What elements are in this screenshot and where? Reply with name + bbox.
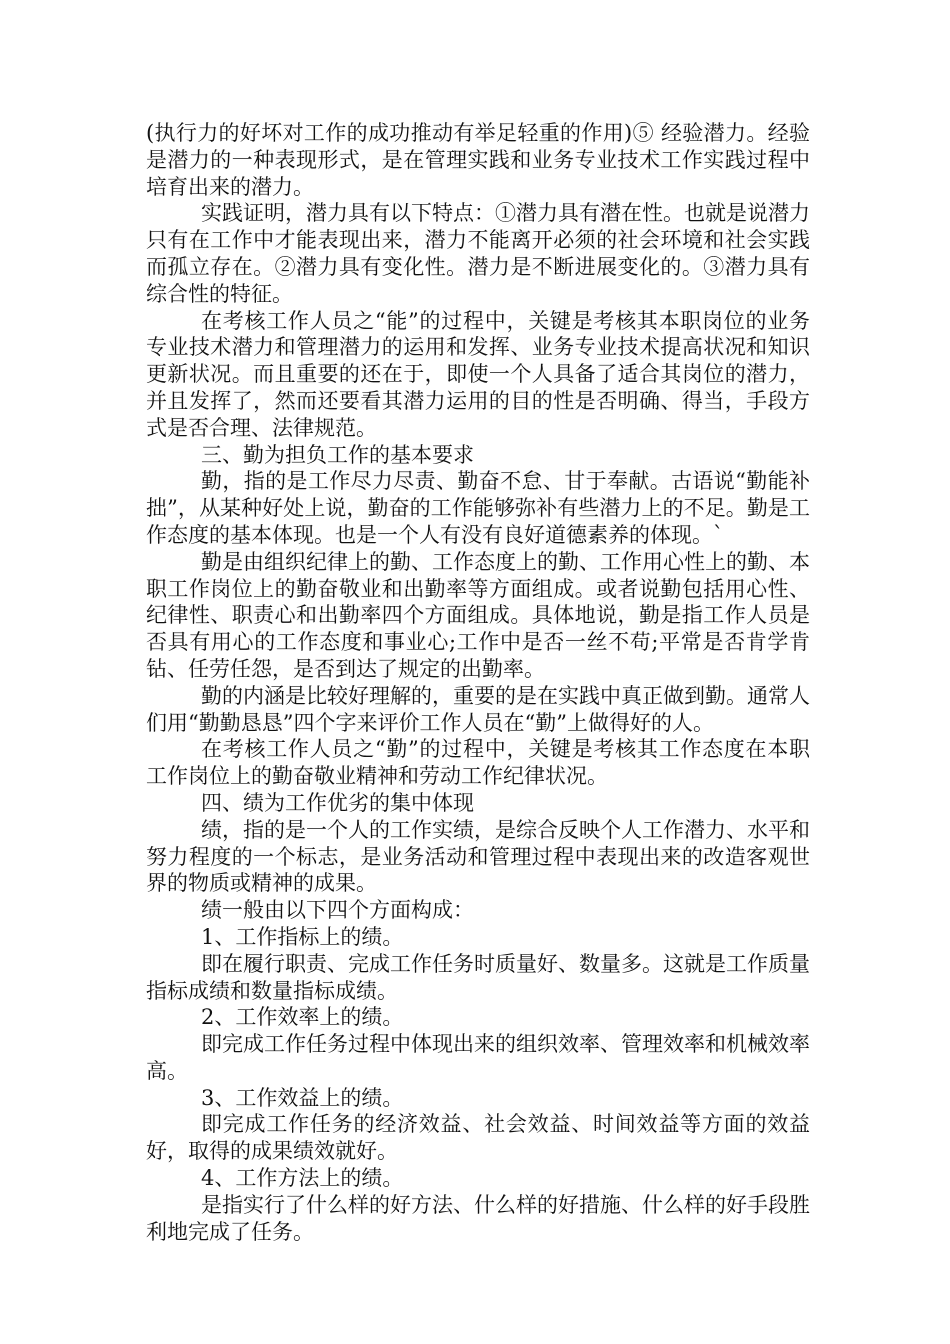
section-heading-diligence: 三、勤为担负工作的基本要求 <box>201 442 474 467</box>
paragraph-performance-intro: 绩一般由以下四个方面构成： <box>201 898 474 923</box>
paragraph-potential-characteristics: 实践证明，潜力具有以下特点：①潜力具有潜在性。也就是说潜力只有在工作中才能表现出来，潜力不能离开必须的社会环境和社会实践而孤立存在。②潜力具有变化性。潜力是不断进展变化的。③潜力具有综合性的特征。 <box>146 201 810 306</box>
list-item-body: 即在履行职责、完成工作任务时质量好、数量多。这就是工作质量指标成绩和数量指标成绩。 <box>146 951 810 1003</box>
paragraph-diligence-assessment: 在考核工作人员之“勤”的过程中，关键是考核其工作态度在本职工作岗位上的勤奋敬业精神和劳动工作纪律状况。 <box>146 737 810 789</box>
list-item-heading: 4、工作方法上的绩。 <box>201 1166 404 1191</box>
paragraph-ability-assessment: 在考核工作人员之“能”的过程中，关键是考核其本职岗位的业务专业技术潜力和管理潜力的运用和发挥、业务专业技术提高状况和知识更新状况。而且重要的还在于，即使一个人具备了适合其岗位的潜力，并且发挥了，然而还要看其潜力运用的目的性是否明确、得当，手段方式是否合理、法律规范。 <box>146 308 810 440</box>
section-heading-performance: 四、绩为工作优劣的集中体现 <box>201 790 474 815</box>
paragraph-diligence-definition: 勤，指的是工作尽力尽责、勤奋不怠、甘于奉献。古语说“勤能补拙”，从某种好处上说，勤奋的工作能够弥补有些潜力上的不足。勤是工作态度的基本体现。也是一个人有没有良好道德素养的体现。` <box>146 469 810 547</box>
document-page <box>146 120 810 1245</box>
paragraph-experience-potential: (执行力的好坏对工作的成功推动有举足轻重的作用)⑤ 经验潜力。经验是潜力的一种表现形式，是在管理实践和业务专业技术工作实践过程中培育出来的潜力。 <box>146 121 810 199</box>
paragraph-diligence-components: 勤是由组织纪律上的勤、工作态度上的勤、工作用心性上的勤、本职工作岗位上的勤奋敬业和出勤率等方面组成。或者说勤包括用心性、纪律性、职责心和出勤率四个方面组成。具体地说，勤是指工作人员是否具有用心的工作态度和事业心;工作中是否一丝不苟;平常是否肯学肯钻、任劳任怨，是否到达了规定的出勤率。 <box>146 549 810 681</box>
list-item-heading: 2、工作效率上的绩。 <box>201 1005 404 1030</box>
list-item-body: 是指实行了什么样的好方法、什么样的好措施、什么样的好手段胜利地完成了任务。 <box>146 1192 810 1244</box>
list-item-heading: 1、工作指标上的绩。 <box>201 924 404 949</box>
list-item-body: 即完成工作任务过程中体现出来的组织效率、管理效率和机械效率高。 <box>146 1032 810 1083</box>
paragraph-diligence-meaning: 勤的内涵是比较好理解的，重要的是在实践中真正做到勤。通常人们用“勤勤恳恳”四个字来评价工作人员在“勤”上做得好的人。 <box>146 683 810 735</box>
list-item-body: 即完成工作任务的经济效益、社会效益、时间效益等方面的效益好，取得的成果绩效就好。 <box>146 1112 810 1164</box>
list-item-heading: 3、工作效益上的绩。 <box>201 1085 404 1110</box>
paragraph-performance-definition: 绩，指的是一个人的工作实绩，是综合反映个人工作潜力、水平和努力程度的一个标志，是业务活动和管理过程中表现出来的改造客观世界的物质或精神的成果。 <box>146 817 810 896</box>
